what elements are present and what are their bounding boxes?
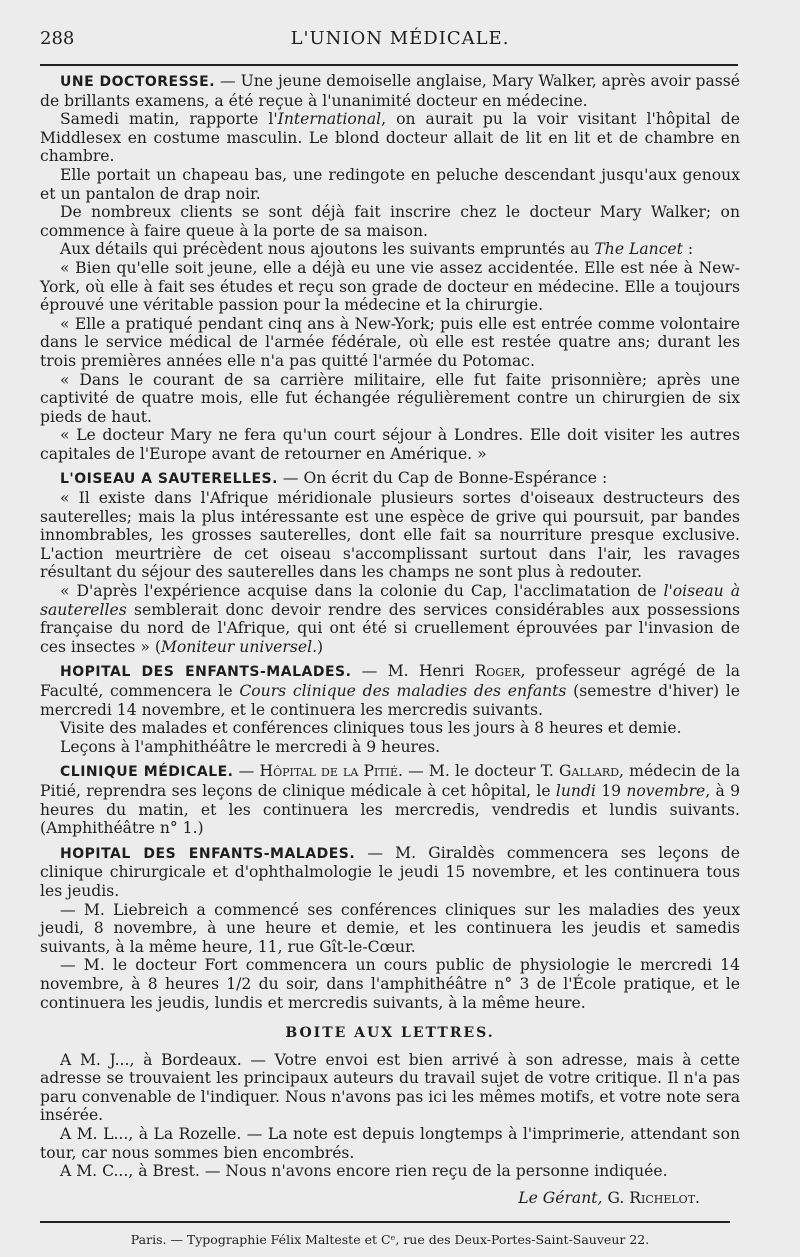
letters-section bbox=[40, 1051, 740, 1181]
article-oiseau bbox=[40, 469, 740, 656]
gerant-signature bbox=[40, 1189, 740, 1208]
header-rule bbox=[40, 64, 738, 66]
footer-rule bbox=[40, 1221, 730, 1223]
italic-course: Cours clinique des maladies des enfants bbox=[239, 682, 567, 700]
paragraph: — M. Liebreich a commencé ses conférences cliniques sur les maladies des yeux jeudi, 8 novembre, à une heure et demie, et les continuera les jeudis et samedis suivants, à la même heure, 11, rue Gît-le-Cœur. bbox=[40, 900, 740, 956]
author-name: Roger bbox=[474, 662, 521, 681]
article-text: — On écrit du Cap de Bonne-Espérance : bbox=[282, 469, 608, 488]
text-span: semblerait donc devoir rendre des services considérables aux possessions française du nord de l'Afrique, qui ont été si cruellement éprouvées par l'invasion de ces insectes » ( bbox=[40, 600, 740, 656]
running-title: L'UNION MÉDICALE. bbox=[290, 28, 510, 49]
section-title-boite: BOITE AUX LETTRES. bbox=[285, 1025, 495, 1042]
text-span: Aux détails qui précèdent nous ajoutons les suivants empruntés au bbox=[60, 240, 595, 259]
paragraph: A M. C..., à Brest. — Nous n'avons encore rien reçu de la personne indiquée. bbox=[60, 1162, 668, 1181]
article-title: UNE DOCTORESSE. bbox=[60, 74, 216, 90]
article-clinique bbox=[40, 762, 740, 837]
article-hopital-roger bbox=[40, 662, 740, 756]
paragraph bbox=[40, 72, 740, 110]
italic-source: Moniteur universel. bbox=[160, 637, 318, 656]
italic-term: l'oiseau à sauterelles bbox=[40, 582, 740, 619]
paragraph bbox=[40, 469, 740, 489]
text-span: — M. Giraldès commencera ses leçons de clinique chirurgicale et d'ophthalmologie le jeudi 15 novembre, et les continuera tous les jeudis. bbox=[40, 843, 740, 900]
paragraph: Visite des malades et conférences cliniques tous les jours à 8 heures et demie. bbox=[60, 719, 682, 738]
italic-month: novembre bbox=[626, 781, 706, 800]
paragraph: « Il existe dans l'Afrique méridionale plusieurs sortes d'oiseaux destructeurs des sauterelles; mais la plus intéressante est une espèce de grive qui poursuit, par bandes innombrables, les grosses sauterelles, dont elle fait sa nourriture presque exclusive. L'action meurtrière de cet oiseau s'accomplissant surtout dans l'air, les ravages résultant du séjour des sauterelles dans les champs ne sont plus à redouter. bbox=[40, 489, 740, 582]
paragraph: A M. L..., à La Rozelle. — La note est depuis longtemps à l'imprimerie, attendant son tour, car nous sommes bien encombrés. bbox=[40, 1125, 740, 1162]
article-title: CLINIQUE MÉDICALE. bbox=[60, 764, 234, 781]
gerant-label: Le Gérant, bbox=[518, 1188, 603, 1207]
article-hopital-giraldes bbox=[40, 844, 740, 1012]
paragraph: A M. J..., à Bordeaux. — Votre envoi est bien arrivé à son adresse, mais à cette adresse se trouvaient les principaux auteurs du travail sujet de votre critique. Il n'a pas paru convenable de l'indiquer. Nous n'avons pas ici les mêmes motifs, et votre note sera insérée. bbox=[40, 1050, 740, 1125]
article-title: HOPITAL DES ENFANTS-MALADES. bbox=[60, 845, 356, 862]
text-span: , à 9 heures du matin, et les continuera les mercredis, vendredis et lundis suivants. (Amphithéâtre n° 1.) bbox=[40, 781, 741, 838]
paragraph: « Elle a pratiqué pendant cinq ans à New-York; puis elle est entrée comme volontaire dans le service médical de l'armée fédérale, où elle est restée quatre ans; durant les trois premières années elle n'a pas quitté l'armée du Potomac. bbox=[40, 314, 740, 370]
text-span: . — M. le docteur T. bbox=[398, 762, 559, 781]
paragraph bbox=[40, 762, 740, 837]
text-span: ) bbox=[317, 637, 324, 656]
text-span: , professeur agrégé de la Faculté, commencera le bbox=[40, 662, 740, 700]
article-doctoresse bbox=[40, 72, 740, 463]
italic-source: International bbox=[277, 110, 382, 129]
page-content bbox=[40, 72, 740, 1250]
paragraph bbox=[40, 240, 740, 259]
text-span: « D'après l'expérience acquise dans la colonie du Cap, l'acclimatation de bbox=[60, 582, 664, 601]
text-span: — M. Henri bbox=[361, 662, 475, 681]
text-span: , médecin de la Pitié, reprendra ses leçons de clinique médicale à cet hôpital, le bbox=[40, 762, 740, 800]
printer-imprint: Paris. — Typographie Félix Malteste et Cᵉ, rue des Deux-Portes-Saint-Sauveur 22. bbox=[130, 1232, 650, 1248]
paragraph bbox=[40, 110, 740, 166]
text-span: : bbox=[682, 240, 694, 259]
page-header bbox=[40, 28, 760, 54]
text-span: , on aurait pu la voir visitant l'hôpital de Middlesex en costume masculin. Le blond docteur allait de lit en lit et de chambre en chambre. bbox=[40, 110, 741, 166]
hospital-name: Hôpital de la Pitié bbox=[259, 762, 399, 781]
article-text: — Une jeune demoiselle anglaise, Mary Walker, après avoir passé de brillants examens, a été reçue à l'unanimité docteur en médecine. bbox=[40, 72, 740, 110]
paragraph: Elle portait un chapeau bas, une redingote en peluche descendant jusqu'aux genoux et un pantalon de drap noir. bbox=[40, 165, 740, 203]
italic-day: lundi bbox=[555, 781, 596, 800]
text-span: 19 bbox=[595, 781, 627, 800]
gerant-name: G. Richelot. bbox=[607, 1188, 700, 1207]
doctor-name: Gallard bbox=[558, 762, 620, 781]
article-title: L'OISEAU A SAUTERELLES. bbox=[60, 471, 278, 488]
article-title: HOPITAL DES ENFANTS-MALADES. bbox=[60, 664, 352, 681]
paragraph: « Bien qu'elle soit jeune, elle a déjà eu une vie assez accidentée. Elle est née à New-York, où elle à fait ses études et reçu son grade de docteur en médecine. Elle a toujours éprouvé une véritable passion pour la médecine et la chirurgie. bbox=[40, 258, 740, 315]
paragraph: — M. le docteur Fort commencera un cours public de physiologie le mercredi 14 novembre, à 8 heures 1/2 du soir, dans l'amphithéâtre n° 3 de l'École pratique, et le continuera les jeudis, lundis et mercredis suivants, à la même heure. bbox=[40, 956, 740, 1012]
paragraph: De nombreux clients se sont déjà fait inscrire chez le docteur Mary Walker; on commence à faire queue à la porte de sa maison. bbox=[40, 203, 740, 240]
paragraph bbox=[40, 844, 740, 901]
page-number: 288 bbox=[40, 28, 75, 49]
paragraph: « Le docteur Mary ne fera qu'un court séjour à Londres. Elle doit visiter les autres capitales de l'Europe avant de retourner en Amérique. » bbox=[40, 426, 740, 463]
text-span: (semestre d'hiver) le mercredi 14 novembre, et le continuera les mercredis suivants. bbox=[40, 682, 740, 719]
paragraph bbox=[40, 662, 740, 719]
paragraph: Leçons à l'amphithéâtre le mercredi à 9 heures. bbox=[60, 737, 441, 756]
paragraph bbox=[40, 582, 740, 656]
paragraph: « Dans le courant de sa carrière militaire, elle fut faite prisonnière; après une captivité de quatre mois, elle fut échangée régulièrement contre un chirurgien de six pieds de haut. bbox=[40, 370, 740, 426]
text-span: Samedi matin, rapporte l' bbox=[60, 110, 278, 129]
italic-source: The Lancet bbox=[594, 240, 683, 259]
text-span: — bbox=[233, 762, 260, 781]
